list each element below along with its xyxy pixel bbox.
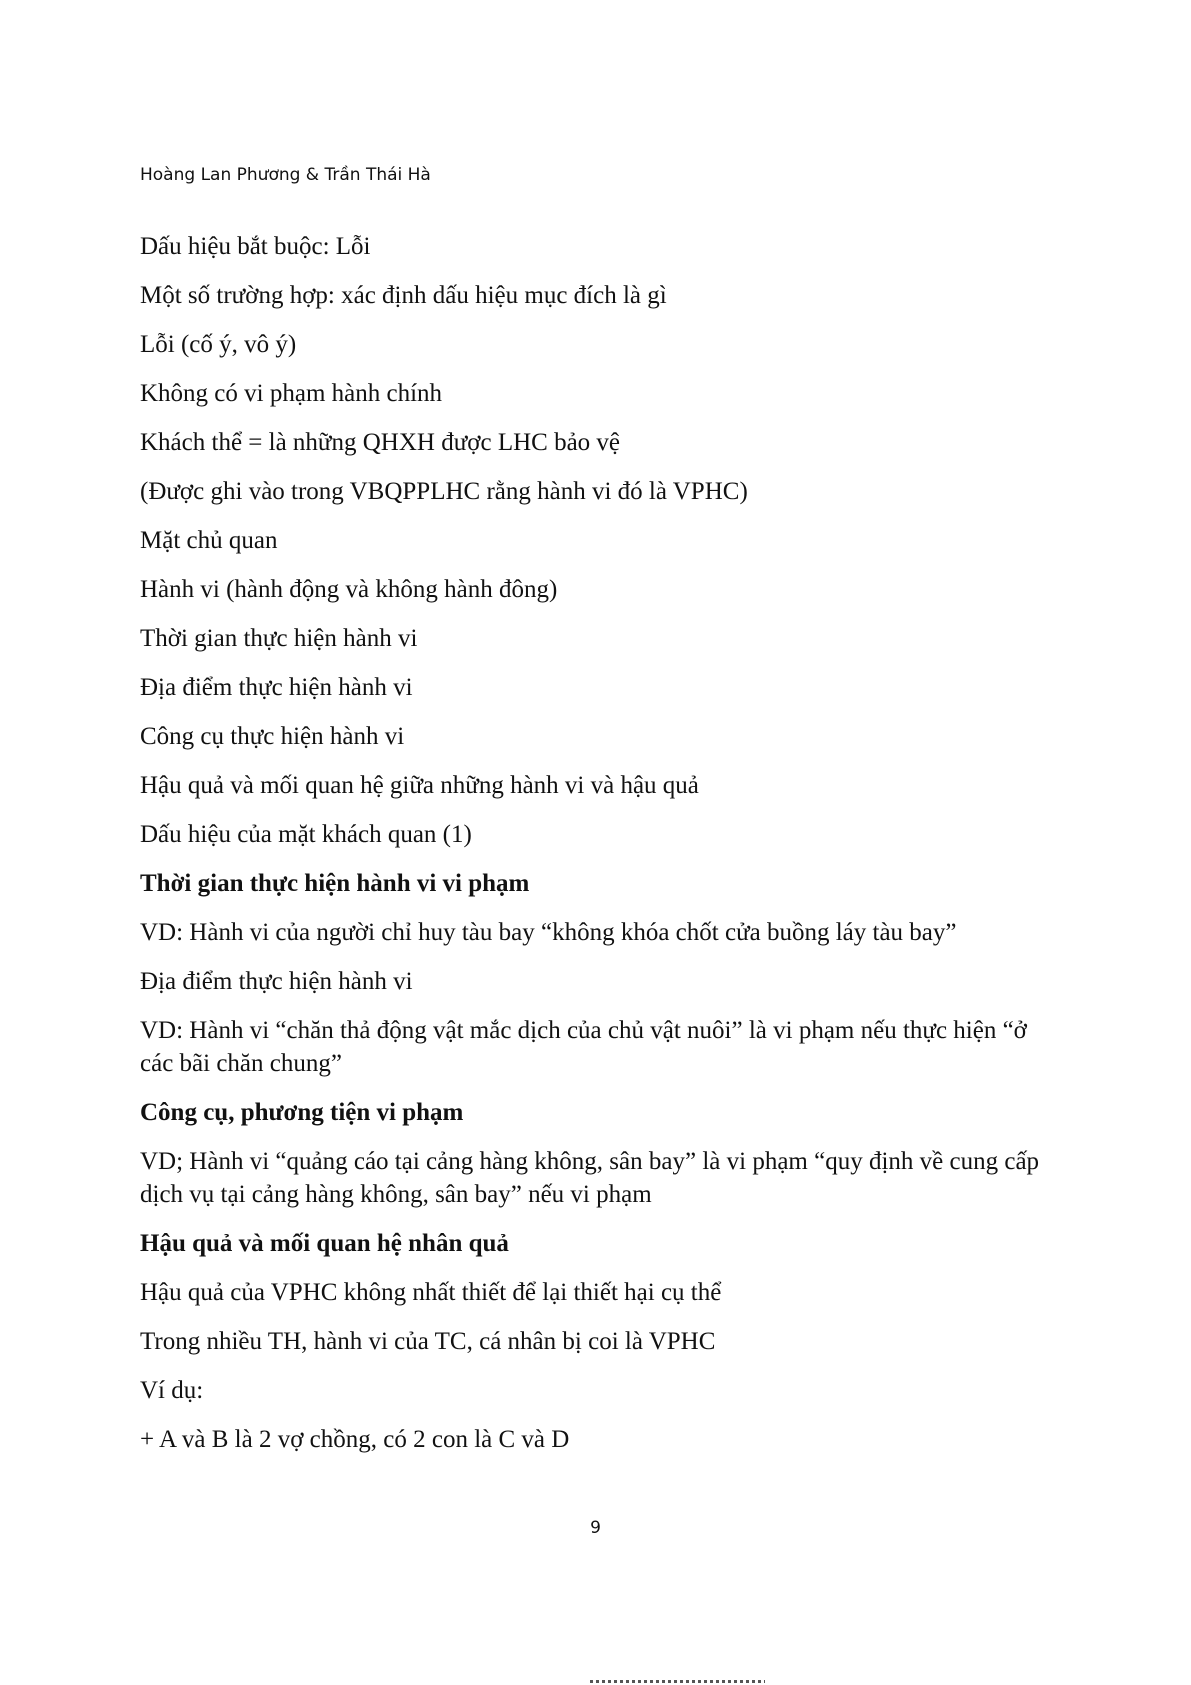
section-heading: Thời gian thực hiện hành vi vi phạm xyxy=(140,870,530,897)
running-header: Hoàng Lan Phương & Trần Thái Hà xyxy=(140,165,431,185)
paragraph: Dấu hiệu của mặt khách quan (1) xyxy=(140,821,472,848)
paragraph: Không có vi phạm hành chính xyxy=(140,380,443,407)
paragraph: Ví dụ: xyxy=(140,1377,204,1404)
scan-artifact-line xyxy=(590,1680,765,1683)
paragraph: + A và B là 2 vợ chồng, có 2 con là C và D xyxy=(140,1426,570,1453)
paragraph: Hậu quả của VPHC không nhất thiết để lại thiết hại cụ thể xyxy=(140,1279,722,1306)
paragraph: (Được ghi vào trong VBQPPLHC rằng hành vi đó là VPHC) xyxy=(140,478,748,505)
paragraph: Mặt chủ quan xyxy=(140,527,278,554)
paragraph: VD: Hành vi “chăn thả động vật mắc dịch của chủ vật nuôi” là vi phạm nếu thực hiện “ở các bãi chăn chung” xyxy=(140,1017,1027,1077)
paragraph: Địa điểm thực hiện hành vi xyxy=(140,968,413,995)
paragraph: Hậu quả và mối quan hệ giữa những hành vi và hậu quả xyxy=(140,772,699,799)
paragraph: Hành vi (hành động và không hành đông) xyxy=(140,576,558,603)
section-heading: Công cụ, phương tiện vi phạm xyxy=(140,1099,464,1126)
section-heading: Hậu quả và mối quan hệ nhân quả xyxy=(140,1230,509,1257)
paragraph: Công cụ thực hiện hành vi xyxy=(140,723,405,750)
paragraph: Địa điểm thực hiện hành vi xyxy=(140,674,413,701)
page-body xyxy=(140,230,1040,1472)
page-number: 9 xyxy=(590,1518,601,1538)
paragraph: Khách thể = là những QHXH được LHC bảo vệ xyxy=(140,429,621,456)
paragraph: Thời gian thực hiện hành vi xyxy=(140,625,418,652)
paragraph: VD; Hành vi “quảng cáo tại cảng hàng không, sân bay” là vi phạm “quy định về cung cấp dịch vụ tại cảng hàng không, sân bay” nếu vi phạm xyxy=(140,1148,1040,1208)
paragraph: VD: Hành vi của người chỉ huy tàu bay “không khóa chốt cửa buồng láy tàu bay” xyxy=(140,919,957,946)
paragraph: Một số trường hợp: xác định dấu hiệu mục đích là gì xyxy=(140,282,667,309)
paragraph: Dấu hiệu bắt buộc: Lỗi xyxy=(140,233,371,260)
paragraph: Lỗi (cố ý, vô ý) xyxy=(140,331,297,358)
paragraph: Trong nhiều TH, hành vi của TC, cá nhân bị coi là VPHC xyxy=(140,1328,716,1355)
